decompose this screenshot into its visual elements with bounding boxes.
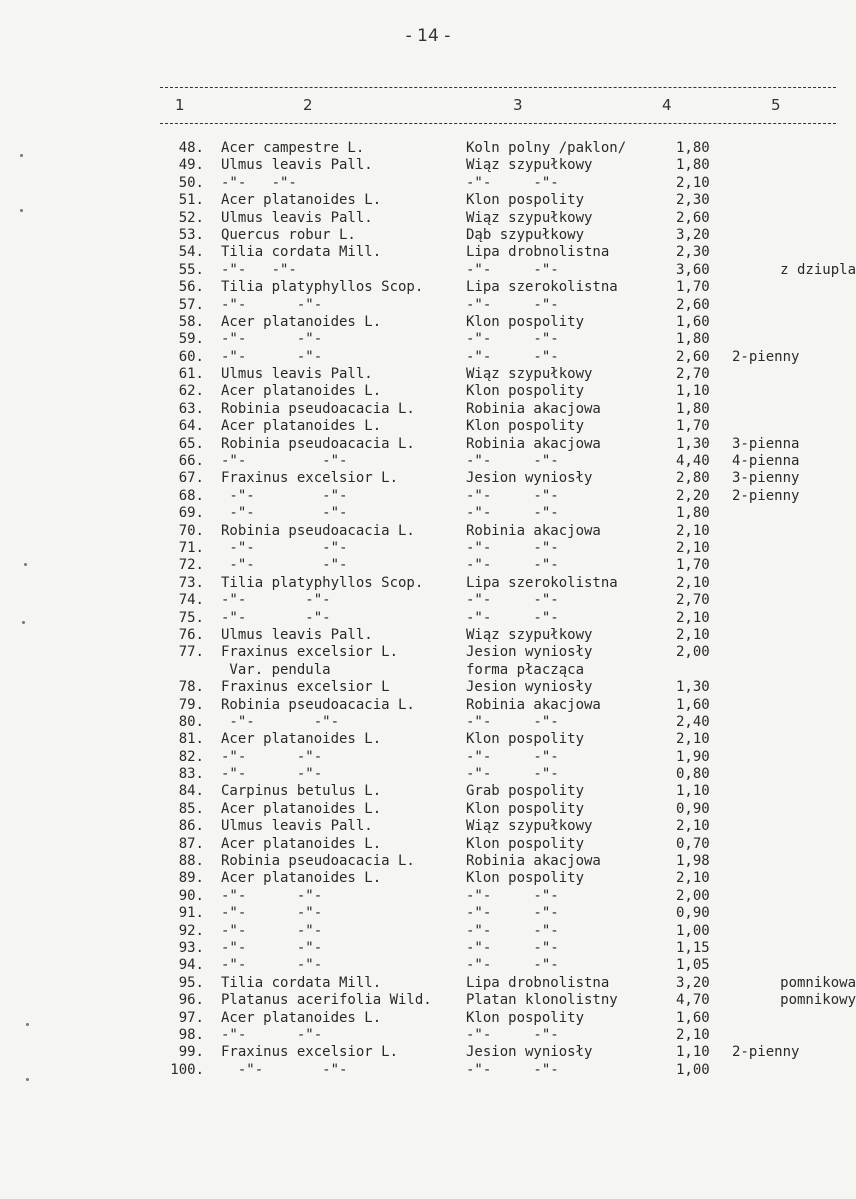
polish-name: Lipa szerokolistna xyxy=(466,279,618,296)
trunk-circumference: 2,30 xyxy=(676,244,710,261)
latin-name: -"- -"- xyxy=(221,557,348,574)
table-row xyxy=(160,436,856,453)
trunk-circumference: 1,60 xyxy=(676,1009,710,1026)
trunk-circumference: 1,30 xyxy=(676,679,710,696)
table-row xyxy=(160,853,856,870)
table-row xyxy=(160,766,856,783)
trunk-circumference: 1,98 xyxy=(676,853,710,870)
table-row xyxy=(160,192,856,209)
trunk-circumference: 1,80 xyxy=(676,505,710,522)
latin-name: -"- -"- xyxy=(221,1026,323,1043)
trunk-circumference: 2,10 xyxy=(676,574,710,591)
row-number: 90. xyxy=(178,887,204,904)
row-number: 61. xyxy=(178,366,204,383)
polish-name: -"- -"- xyxy=(466,713,559,730)
row-number: 89. xyxy=(178,870,204,887)
polish-name: Jesion wyniosły xyxy=(466,679,593,696)
row-number: 92. xyxy=(178,922,204,939)
trunk-circumference: 4,40 xyxy=(676,453,710,470)
margin-speck xyxy=(24,563,27,566)
latin-name: Ulmus leavis Pall. xyxy=(221,209,373,226)
trunk-circumference: 0,70 xyxy=(676,835,710,852)
row-number: 74. xyxy=(178,592,204,609)
table-row xyxy=(160,957,856,974)
table-row xyxy=(160,592,856,609)
polish-name: -"- -"- xyxy=(466,1026,559,1043)
column-header-2: 2 xyxy=(303,96,313,114)
row-number: 80. xyxy=(178,713,204,730)
latin-name: -"- -"- xyxy=(221,348,323,365)
row-number: 62. xyxy=(178,383,204,400)
latin-name: -"- -"- xyxy=(221,887,323,904)
polish-name: Robinia akacjowa xyxy=(466,435,601,452)
latin-name: -"- -"- xyxy=(221,1061,348,1078)
table-row xyxy=(160,1044,856,1061)
table-row xyxy=(160,227,856,244)
trunk-circumference: 0,90 xyxy=(676,905,710,922)
polish-name: Jesion wyniosły xyxy=(466,644,593,661)
remarks: z dziupla xyxy=(780,261,856,278)
table-row xyxy=(160,470,856,487)
latin-name: Acer platanoides L. xyxy=(221,800,382,817)
latin-name: -"- -"- xyxy=(221,505,348,522)
row-number: 58. xyxy=(178,313,204,330)
table-row xyxy=(160,714,856,731)
latin-name: Acer platanoides L. xyxy=(221,1009,382,1026)
latin-name: -"- -"- xyxy=(221,592,331,609)
row-number: 82. xyxy=(178,748,204,765)
table-row xyxy=(160,575,856,592)
latin-name: Fraxinus excelsior L. xyxy=(221,644,399,661)
trunk-circumference: 1,80 xyxy=(676,400,710,417)
row-number: 97. xyxy=(178,1009,204,1026)
latin-name: Ulmus leavis Pall. xyxy=(221,818,373,835)
trunk-circumference: 2,10 xyxy=(676,174,710,191)
latin-name: Ulmus leavis Pall. xyxy=(221,626,373,643)
latin-name: Tilia platyphyllos Scop. xyxy=(221,279,424,296)
tree-inventory-table xyxy=(160,140,856,1079)
polish-name: Robinia akacjowa xyxy=(466,696,601,713)
trunk-circumference: 2,80 xyxy=(676,470,710,487)
row-number: 60. xyxy=(178,348,204,365)
trunk-circumference: 1,00 xyxy=(676,1061,710,1078)
table-row xyxy=(160,1010,856,1027)
column-header-5: 5 xyxy=(771,96,781,114)
latin-name: Acer platanoides L. xyxy=(221,383,382,400)
row-number: 49. xyxy=(178,157,204,174)
polish-name: Koln polny /paklon/ xyxy=(466,140,627,156)
trunk-circumference: 2,30 xyxy=(676,192,710,209)
polish-name: -"- -"- xyxy=(466,887,559,904)
trunk-circumference: 2,10 xyxy=(676,731,710,748)
trunk-circumference: 0,90 xyxy=(676,800,710,817)
latin-name: Tilia cordata Mill. xyxy=(221,974,382,991)
remarks: 2-pienny xyxy=(732,348,800,365)
latin-name: Acer platanoides L. xyxy=(221,835,382,852)
table-row xyxy=(160,453,856,470)
row-number: 65. xyxy=(178,435,204,452)
latin-name: Robinia pseudoacacia L. xyxy=(221,435,415,452)
row-number: 77. xyxy=(178,644,204,661)
trunk-circumference: 3,60 xyxy=(676,261,710,278)
trunk-circumference: 1,00 xyxy=(676,922,710,939)
latin-name: -"- -"- xyxy=(221,713,340,730)
row-number: 70. xyxy=(178,522,204,539)
polish-name: -"- -"- xyxy=(466,748,559,765)
trunk-circumference: 2,10 xyxy=(676,522,710,539)
latin-name: Acer campestre L. xyxy=(221,140,365,156)
row-number: 83. xyxy=(178,766,204,783)
latin-name: Acer platanoides L. xyxy=(221,418,382,435)
row-number: 50. xyxy=(178,174,204,191)
polish-name: Jesion wyniosły xyxy=(466,1044,593,1061)
trunk-circumference: 2,20 xyxy=(676,487,710,504)
polish-name: Grab pospolity xyxy=(466,783,585,800)
polish-name: -"- -"- xyxy=(466,1061,559,1078)
remarks: pomnikowa xyxy=(780,974,856,991)
table-row xyxy=(160,401,856,418)
row-number: 71. xyxy=(178,539,204,556)
trunk-circumference: 1,15 xyxy=(676,939,710,956)
row-number: 81. xyxy=(178,731,204,748)
polish-name: -"- -"- xyxy=(466,453,559,470)
table-row xyxy=(160,905,856,922)
remarks: 2-pienny xyxy=(732,487,800,504)
table-row xyxy=(160,749,856,766)
polish-name: -"- -"- xyxy=(466,331,559,348)
latin-name: Ulmus leavis Pall. xyxy=(221,366,373,383)
table-row xyxy=(160,297,856,314)
latin-name: -"- -"- xyxy=(221,539,348,556)
latin-name: Ulmus leavis Pall. xyxy=(221,157,373,174)
latin-name: Fraxinus excelsior L xyxy=(221,679,390,696)
margin-speck xyxy=(20,154,23,157)
latin-name: -"- -"- xyxy=(221,748,323,765)
polish-name: Wiąz szypułkowy xyxy=(466,209,593,226)
margin-speck xyxy=(26,1078,29,1081)
trunk-circumference: 1,80 xyxy=(676,140,710,156)
polish-name: Wiąz szypułkowy xyxy=(466,818,593,835)
margin-speck xyxy=(22,621,25,624)
table-row xyxy=(160,940,856,957)
row-number: 68. xyxy=(178,487,204,504)
trunk-circumference: 4,70 xyxy=(676,992,710,1009)
table-row xyxy=(160,140,856,157)
header-rule-bottom xyxy=(160,123,836,124)
polish-name: Robinia akacjowa xyxy=(466,853,601,870)
row-number: 93. xyxy=(178,939,204,956)
remarks: 2-pienny xyxy=(732,1044,800,1061)
row-number: 87. xyxy=(178,835,204,852)
polish-name: Klon pospolity xyxy=(466,1009,585,1026)
latin-name: Acer platanoides L. xyxy=(221,313,382,330)
polish-name: -"- -"- xyxy=(466,539,559,556)
polish-name: Klon pospolity xyxy=(466,192,585,209)
latin-name: -"- -"- xyxy=(221,261,297,278)
latin-name: Fraxinus excelsior L. xyxy=(221,1044,399,1061)
row-number: 54. xyxy=(178,244,204,261)
row-number: 73. xyxy=(178,574,204,591)
remarks: pomnikowy xyxy=(780,992,856,1009)
row-number: 67. xyxy=(178,470,204,487)
table-row xyxy=(160,610,856,627)
latin-name: -"- -"- xyxy=(221,957,323,974)
column-header-4: 4 xyxy=(662,96,672,114)
polish-name: -"- -"- xyxy=(466,609,559,626)
trunk-circumference: 1,05 xyxy=(676,957,710,974)
trunk-circumference: 2,10 xyxy=(676,818,710,835)
row-number: 91. xyxy=(178,905,204,922)
trunk-circumference: 1,60 xyxy=(676,313,710,330)
trunk-circumference: 2,00 xyxy=(676,644,710,661)
polish-name: -"- -"- xyxy=(466,766,559,783)
trunk-circumference: 2,60 xyxy=(676,348,710,365)
table-row xyxy=(160,418,856,435)
table-row xyxy=(160,888,856,905)
row-number: 98. xyxy=(178,1026,204,1043)
row-number: 59. xyxy=(178,331,204,348)
row-number: 99. xyxy=(178,1044,204,1061)
latin-name: -"- -"- xyxy=(221,922,323,939)
table-row xyxy=(160,975,856,992)
page-number: - 14 - xyxy=(405,26,451,46)
latin-name: Robinia pseudoacacia L. xyxy=(221,522,415,539)
latin-name: Fraxinus excelsior L. xyxy=(221,470,399,487)
polish-name: Klon pospolity xyxy=(466,800,585,817)
row-number: 56. xyxy=(178,279,204,296)
polish-name: -"- -"- xyxy=(466,557,559,574)
latin-name: -"- -"- xyxy=(221,331,323,348)
polish-name: -"- -"- xyxy=(466,922,559,939)
row-number: 69. xyxy=(178,505,204,522)
trunk-circumference: 1,80 xyxy=(676,157,710,174)
polish-name: Lipa szerokolistna xyxy=(466,574,618,591)
table-row xyxy=(160,992,856,1009)
table-row xyxy=(160,731,856,748)
row-number: 96. xyxy=(178,992,204,1009)
trunk-circumference: 1,90 xyxy=(676,748,710,765)
polish-name: -"- -"- xyxy=(466,939,559,956)
trunk-circumference: 2,10 xyxy=(676,626,710,643)
polish-name: Lipa drobnolistna xyxy=(466,244,610,261)
column-header-3: 3 xyxy=(513,96,523,114)
row-number: 76. xyxy=(178,626,204,643)
table-row xyxy=(160,366,856,383)
latin-name: -"- -"- xyxy=(221,939,323,956)
table-row xyxy=(160,505,856,522)
polish-name: -"- -"- xyxy=(466,487,559,504)
table-row xyxy=(160,557,856,574)
latin-name: Quercus robur L. xyxy=(221,226,356,243)
polish-name: Klon pospolity xyxy=(466,313,585,330)
polish-name: Klon pospolity xyxy=(466,835,585,852)
latin-name: -"- -"- xyxy=(221,296,323,313)
column-header-row xyxy=(160,96,836,116)
table-row xyxy=(160,349,856,366)
remarks: 3-pienny xyxy=(732,470,800,487)
polish-name: forma płacząca xyxy=(466,661,585,678)
table-row xyxy=(160,644,856,661)
table-row xyxy=(160,1027,856,1044)
latin-name: Robinia pseudoacacia L. xyxy=(221,400,415,417)
table-row xyxy=(160,662,856,679)
row-number: 52. xyxy=(178,209,204,226)
row-number: 57. xyxy=(178,296,204,313)
table-row xyxy=(160,627,856,644)
polish-name: Wiąz szypułkowy xyxy=(466,157,593,174)
table-row xyxy=(160,679,856,696)
polish-name: Klon pospolity xyxy=(466,418,585,435)
latin-name: Platanus acerifolia Wild. xyxy=(221,992,432,1009)
row-number: 95. xyxy=(178,974,204,991)
row-number: 78. xyxy=(178,679,204,696)
row-number: 94. xyxy=(178,957,204,974)
header-rule-top xyxy=(160,87,836,88)
trunk-circumference: 1,10 xyxy=(676,783,710,800)
table-row xyxy=(160,801,856,818)
polish-name: -"- -"- xyxy=(466,957,559,974)
trunk-circumference: 2,10 xyxy=(676,609,710,626)
table-row xyxy=(160,818,856,835)
row-number: 64. xyxy=(178,418,204,435)
polish-name: Wiąz szypułkowy xyxy=(466,626,593,643)
trunk-circumference: 2,10 xyxy=(676,1026,710,1043)
row-number: 55. xyxy=(178,261,204,278)
table-row xyxy=(160,262,856,279)
polish-name: -"- -"- xyxy=(466,348,559,365)
table-row xyxy=(160,923,856,940)
latin-name: Carpinus betulus L. xyxy=(221,783,382,800)
polish-name: -"- -"- xyxy=(466,261,559,278)
polish-name: Platan klonolistny xyxy=(466,992,618,1009)
table-row xyxy=(160,383,856,400)
trunk-circumference: 3,20 xyxy=(676,226,710,243)
row-number: 48. xyxy=(178,140,204,156)
trunk-circumference: 1,80 xyxy=(676,331,710,348)
remarks: 3-pienna xyxy=(732,435,800,452)
polish-name: Lipa drobnolistna xyxy=(466,974,610,991)
polish-name: Robinia akacjowa xyxy=(466,400,601,417)
trunk-circumference: 3,20 xyxy=(676,974,710,991)
table-row xyxy=(160,783,856,800)
latin-name: Tilia cordata Mill. xyxy=(221,244,382,261)
latin-name: Robinia pseudoacacia L. xyxy=(221,696,415,713)
trunk-circumference: 2,70 xyxy=(676,592,710,609)
polish-name: Dąb szypułkowy xyxy=(466,226,585,243)
table-row xyxy=(160,836,856,853)
margin-speck xyxy=(26,1023,29,1026)
trunk-circumference: 1,10 xyxy=(676,1044,710,1061)
row-number: 75. xyxy=(178,609,204,626)
latin-name: Robinia pseudoacacia L. xyxy=(221,853,415,870)
latin-name: Var. pendula xyxy=(221,661,331,678)
latin-name: -"- -"- xyxy=(221,453,348,470)
polish-name: Klon pospolity xyxy=(466,383,585,400)
polish-name: Wiąz szypułkowy xyxy=(466,366,593,383)
polish-name: -"- -"- xyxy=(466,592,559,609)
polish-name: -"- -"- xyxy=(466,905,559,922)
row-number: 66. xyxy=(178,453,204,470)
polish-name: Klon pospolity xyxy=(466,731,585,748)
row-number: 79. xyxy=(178,696,204,713)
latin-name: Acer platanoides L. xyxy=(221,731,382,748)
polish-name: Jesion wyniosły xyxy=(466,470,593,487)
row-number: 86. xyxy=(178,818,204,835)
table-row xyxy=(160,697,856,714)
table-row xyxy=(160,210,856,227)
polish-name: -"- -"- xyxy=(466,174,559,191)
latin-name: -"- -"- xyxy=(221,905,323,922)
table-row xyxy=(160,314,856,331)
remarks: 4-pienna xyxy=(732,453,800,470)
latin-name: Acer platanoides L. xyxy=(221,870,382,887)
trunk-circumference: 1,70 xyxy=(676,418,710,435)
row-number: 100. xyxy=(170,1061,204,1078)
table-row xyxy=(160,870,856,887)
trunk-circumference: 0,80 xyxy=(676,766,710,783)
row-number: 72. xyxy=(178,557,204,574)
table-row xyxy=(160,1062,856,1079)
trunk-circumference: 2,70 xyxy=(676,366,710,383)
latin-name: -"- -"- xyxy=(221,174,297,191)
trunk-circumference: 2,10 xyxy=(676,539,710,556)
trunk-circumference: 2,00 xyxy=(676,887,710,904)
table-row xyxy=(160,175,856,192)
latin-name: -"- -"- xyxy=(221,609,331,626)
trunk-circumference: 1,60 xyxy=(676,696,710,713)
latin-name: Tilia platyphyllos Scop. xyxy=(221,574,424,591)
trunk-circumference: 2,60 xyxy=(676,296,710,313)
trunk-circumference: 1,30 xyxy=(676,435,710,452)
margin-speck xyxy=(20,209,23,212)
table-row xyxy=(160,279,856,296)
polish-name: -"- -"- xyxy=(466,296,559,313)
polish-name: Klon pospolity xyxy=(466,870,585,887)
row-number: 51. xyxy=(178,192,204,209)
row-number: 85. xyxy=(178,800,204,817)
row-number: 84. xyxy=(178,783,204,800)
row-number: 88. xyxy=(178,853,204,870)
column-header-1: 1 xyxy=(175,96,185,114)
table-row xyxy=(160,540,856,557)
trunk-circumference: 2,10 xyxy=(676,870,710,887)
table-row xyxy=(160,331,856,348)
table-row xyxy=(160,244,856,261)
table-row xyxy=(160,488,856,505)
trunk-circumference: 2,40 xyxy=(676,713,710,730)
row-number: 53. xyxy=(178,226,204,243)
latin-name: -"- -"- xyxy=(221,487,348,504)
trunk-circumference: 1,70 xyxy=(676,279,710,296)
table-row xyxy=(160,523,856,540)
polish-name: Robinia akacjowa xyxy=(466,522,601,539)
latin-name: -"- -"- xyxy=(221,766,323,783)
trunk-circumference: 1,10 xyxy=(676,383,710,400)
table-row xyxy=(160,157,856,174)
polish-name: -"- -"- xyxy=(466,505,559,522)
row-number: 63. xyxy=(178,400,204,417)
trunk-circumference: 2,60 xyxy=(676,209,710,226)
latin-name: Acer platanoides L. xyxy=(221,192,382,209)
trunk-circumference: 1,70 xyxy=(676,557,710,574)
